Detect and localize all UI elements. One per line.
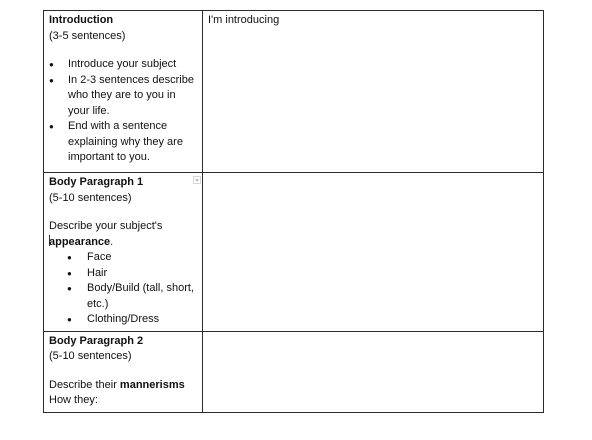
prompt-text: Describe your subject's [49,220,163,232]
list-item: ● Body/Build (tall, short, etc.) [87,281,197,312]
body-paragraph-1-instructions-cell[interactable] [44,173,203,332]
prompt-suffix: . [110,235,114,248]
table-row-body-paragraph-2 [44,331,544,412]
list-item: ● Introduce your subject [68,57,197,73]
introduction-bullet-list [49,57,197,166]
prompt-text: Describe their [49,378,120,391]
list-item: ● Clothing/Dress [87,312,197,328]
list-item: ● End with a sentence explaining why they are important to you. [68,119,197,166]
introduction-instructions-cell[interactable] [44,11,203,173]
essay-outline-table [43,10,544,413]
body-paragraph-1-bullet-list [49,250,197,328]
list-item: ● Hair [87,266,197,282]
list-item: ● In 2-3 sentences describe who they are to you in your life. [68,73,197,120]
prompt-keyword: appearance [49,235,111,248]
introduction-response-text: I'm introducing [208,14,280,26]
body-paragraph-1-heading: Body Paragraph 1 [49,176,144,188]
introduction-sentence-count: (3-5 sentences) [49,29,126,42]
body-paragraph-2-line-2: How they: [49,394,98,406]
body-paragraph-2-instructions-cell[interactable] [44,331,203,412]
body-paragraph-1-sentence-count: (5-10 sentences) [49,191,132,204]
introduction-heading: Introduction [49,14,114,26]
table-row-body-paragraph-1 [44,173,544,332]
cell-dropdown-handle-icon[interactable] [193,176,201,184]
introduction-response-cell[interactable] [203,11,544,173]
table-row-introduction [44,11,544,173]
body-paragraph-2-response-cell[interactable] [203,331,544,412]
body-paragraph-2-prompt [49,378,197,394]
prompt-keyword: mannerisms [119,378,185,391]
body-paragraph-2-sentence-count: (5-10 sentences) [49,350,132,362]
body-paragraph-1-prompt [49,219,197,250]
body-paragraph-1-response-cell[interactable] [203,173,544,332]
body-paragraph-2-heading: Body Paragraph 2 [49,334,144,347]
list-item: ● Face [87,250,197,266]
